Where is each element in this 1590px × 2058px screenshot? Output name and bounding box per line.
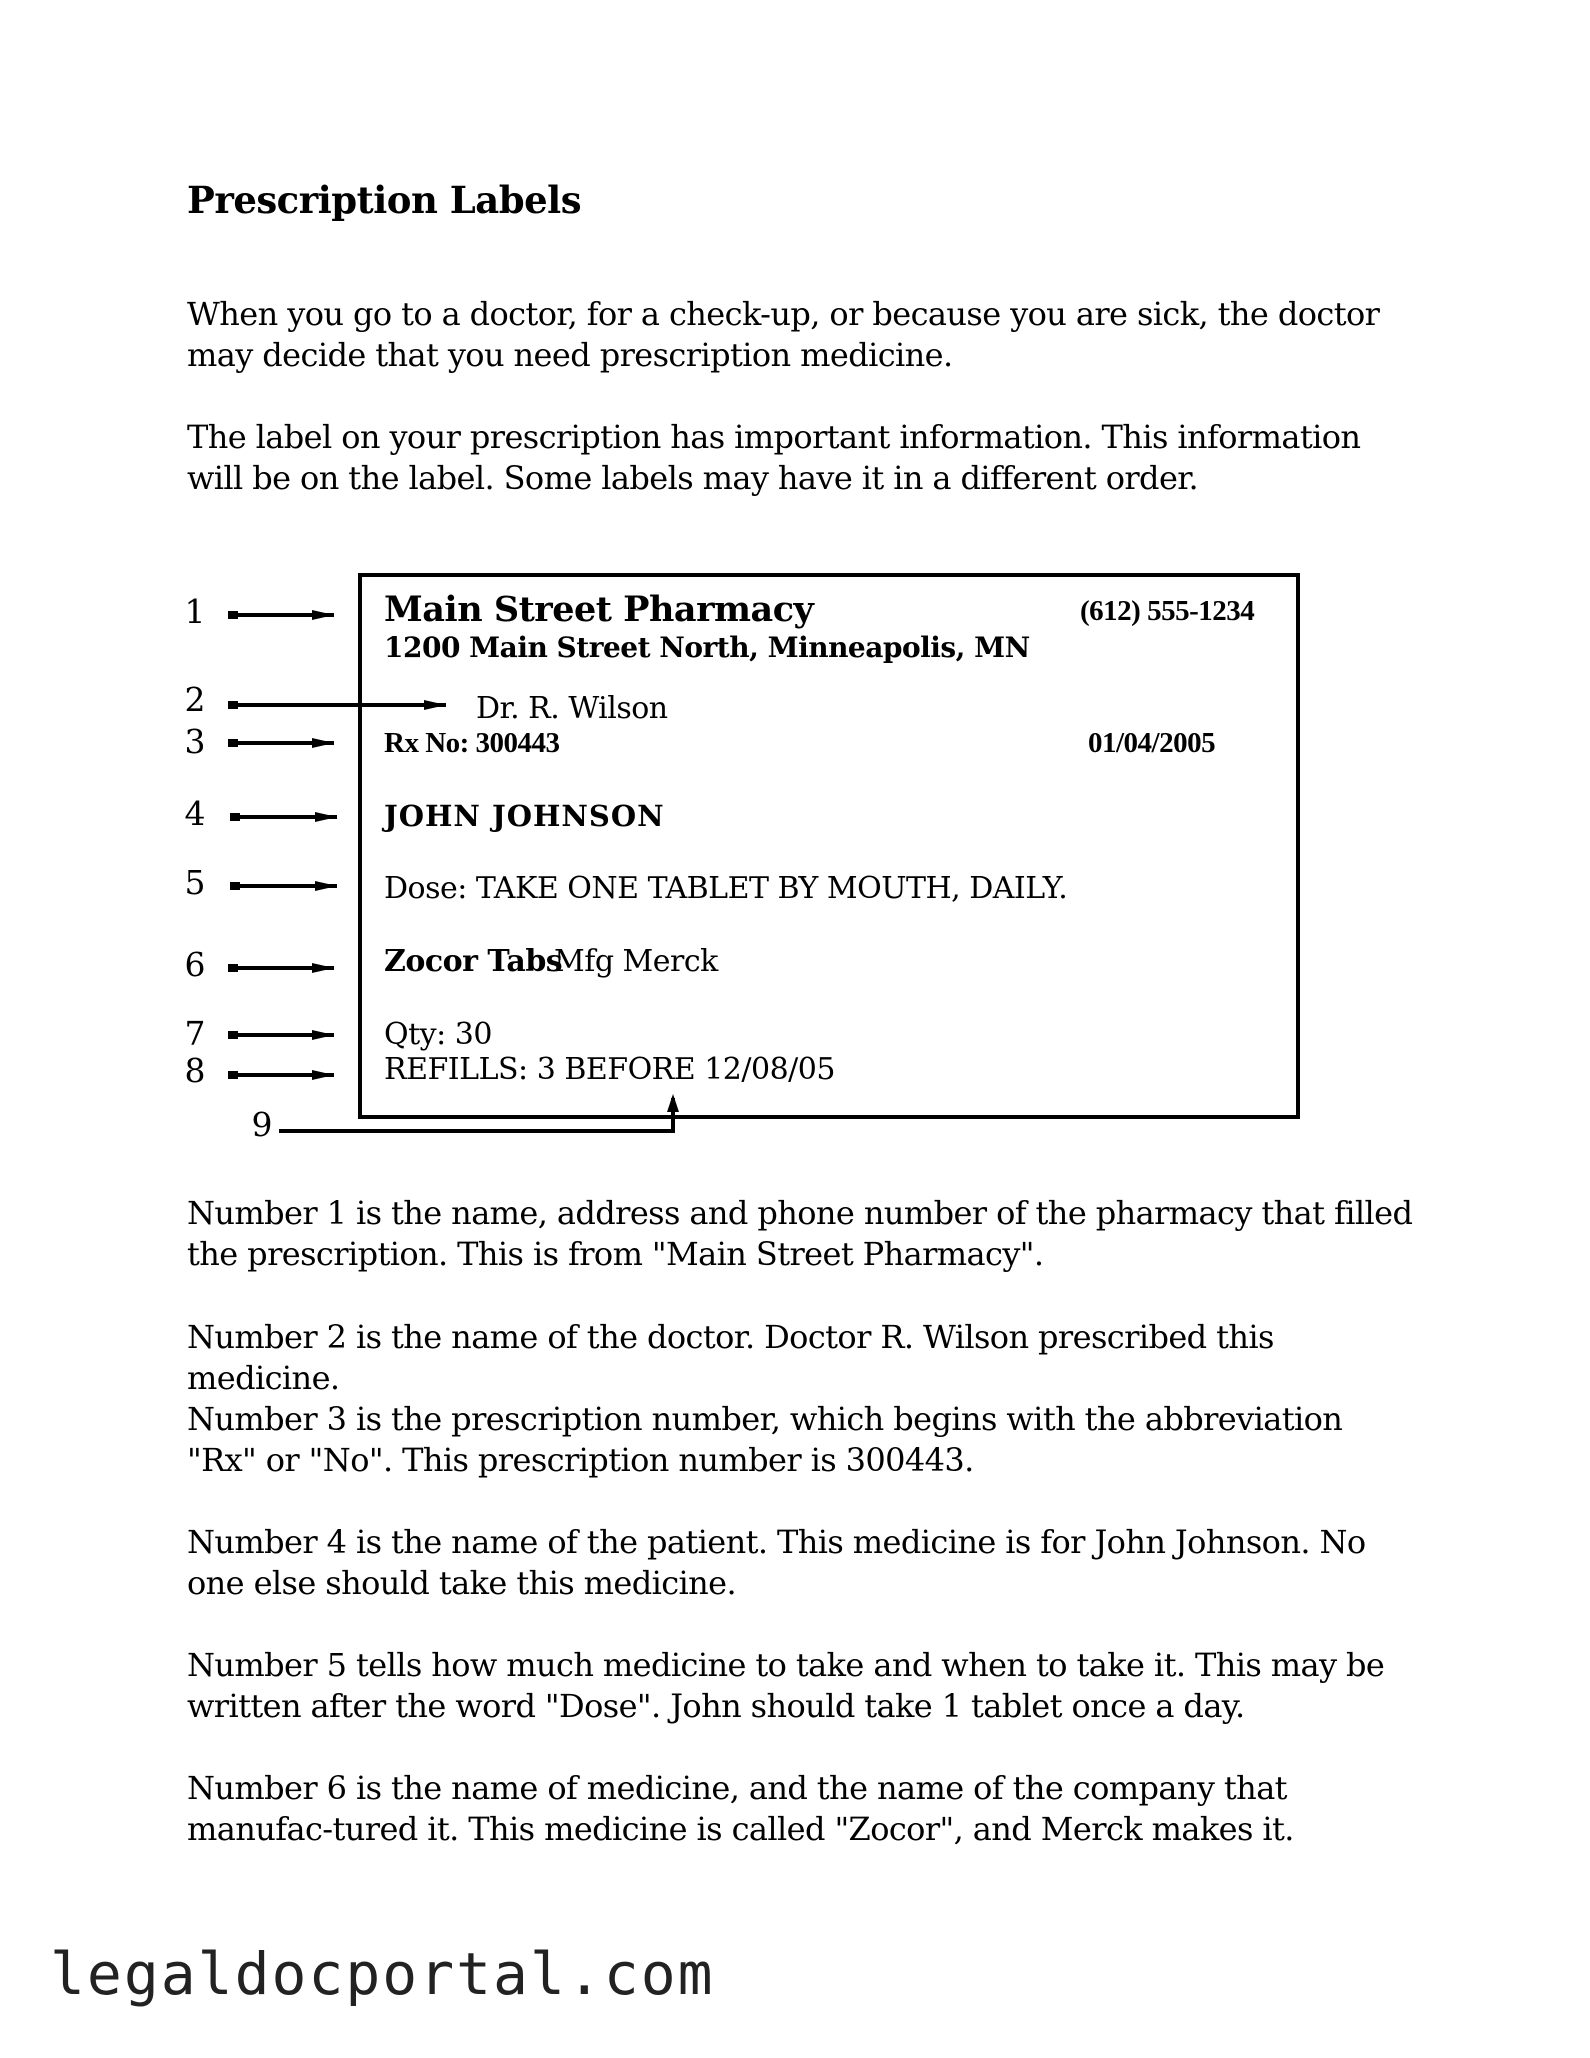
explanation-5: Number 5 tells how much medicine to take and when to take it. This may be written after the word "Dose". John should take 1 tablet once a day.	[187, 1646, 1385, 1725]
callout-1: 1	[184, 592, 206, 631]
dose-instructions: Dose: TAKE ONE TABLET BY MOUTH, DAILY.	[384, 871, 1068, 906]
callout-8: 8	[184, 1051, 206, 1090]
intro-paragraph-2: The label on your prescription has important information. This information will be on the label. Some labels may have it in a different order.	[187, 418, 1361, 497]
rx-number: Rx No: 300443	[384, 727, 560, 759]
callout-5: 5	[184, 863, 206, 902]
refills: REFILLS: 3 BEFORE 12/08/05	[384, 1052, 835, 1087]
intro-paragraph-1: When you go to a doctor, for a check-up, or because you are sick, the doctor may decide that you need prescription medicine.	[187, 295, 1380, 374]
callout-2: 2	[184, 680, 206, 719]
pharmacy-name: Main Street Pharmacy	[384, 589, 814, 630]
page-title: Prescription Labels	[187, 178, 582, 222]
callout-7: 7	[184, 1014, 206, 1053]
drug-name: Zocor Tabs	[384, 944, 563, 979]
explanation-3: Number 3 is the prescription number, which begins with the abbreviation "Rx" or "No". This prescription number is 300443.	[187, 1400, 1343, 1479]
quantity: Qty: 30	[384, 1017, 492, 1052]
patient-name: JOHN JOHNSON	[384, 799, 665, 833]
doctor-name: Dr. R. Wilson	[476, 691, 668, 726]
explanation-2: Number 2 is the name of the doctor. Doctor R. Wilson prescribed this medicine.	[187, 1318, 1274, 1397]
callout-4: 4	[184, 794, 206, 833]
callout-6: 6	[184, 945, 206, 984]
prescription-label	[358, 573, 1300, 1119]
explanation-4: Number 4 is the name of the patient. This medicine is for John Johnson. No one else should take this medicine.	[187, 1523, 1366, 1602]
explanation-1: Number 1 is the name, address and phone number of the pharmacy that filled the prescription. This is from "Main Street Pharmacy".	[187, 1194, 1413, 1273]
manufacturer: Mfg Merck	[554, 944, 718, 979]
watermark: legaldocportal.com	[50, 1940, 715, 2008]
pharmacy-address: 1200 Main Street North, Minneapolis, MN	[384, 631, 1030, 664]
explanation-6: Number 6 is the name of medicine, and the name of the company that manufac-tured it. This medicine is called "Zocor", and Merck makes it.	[187, 1769, 1294, 1848]
pharmacy-phone: (612) 555-1234	[1080, 595, 1255, 627]
callout-3: 3	[184, 722, 206, 761]
fill-date: 01/04/2005	[1088, 727, 1216, 759]
callout-9: 9	[251, 1105, 273, 1144]
